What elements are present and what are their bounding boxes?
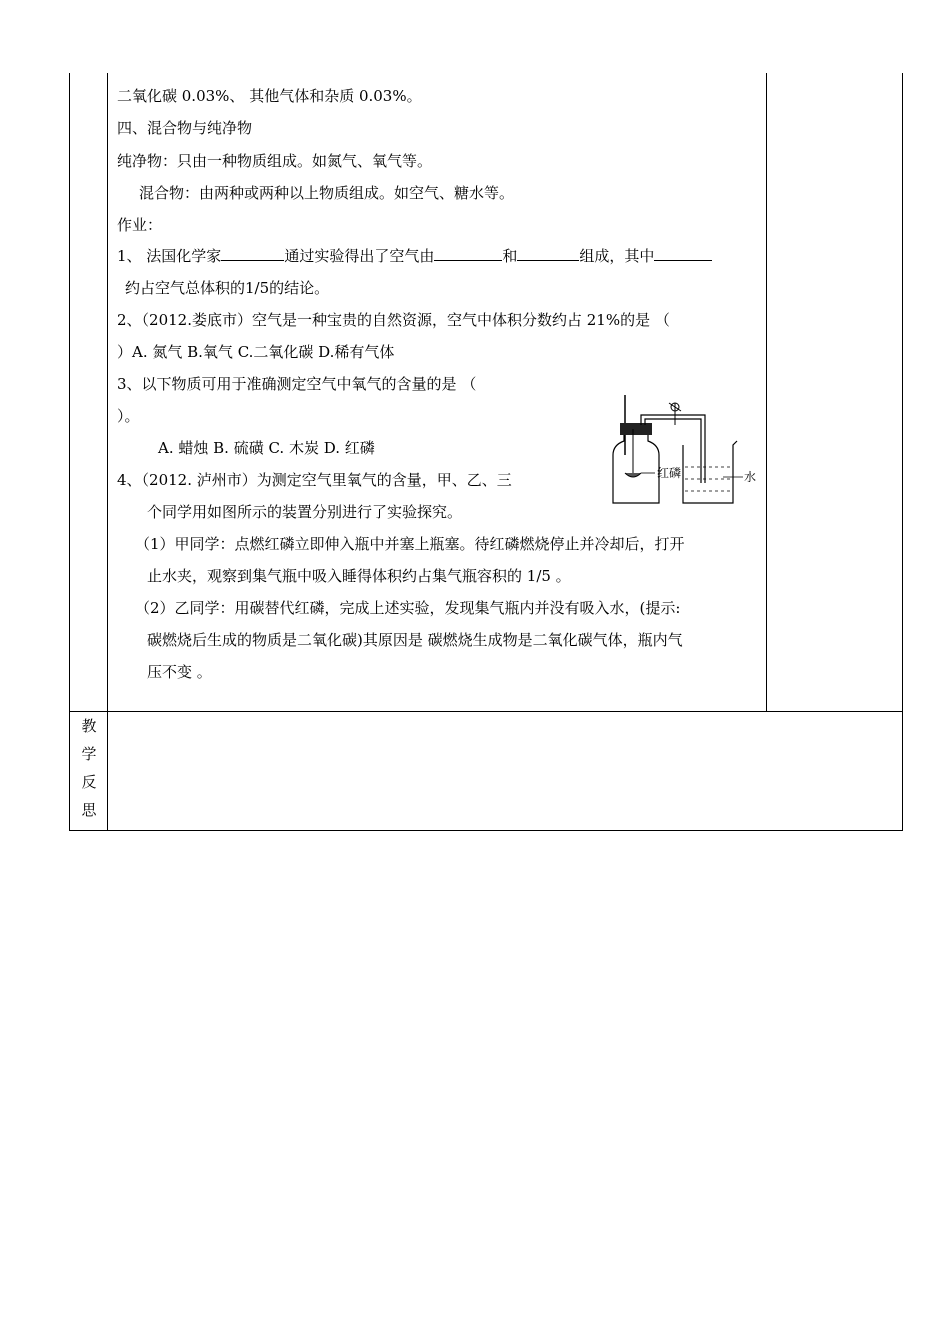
table-right-border bbox=[902, 73, 903, 831]
question-1-line-1 bbox=[117, 246, 712, 266]
table-left-border bbox=[69, 73, 70, 831]
question-4-part-2-line-3: 压不变 。 bbox=[147, 663, 212, 681]
question-3-options: A. 蜡烛 B. 硫磺 C. 木炭 D. 红磷 bbox=[158, 439, 375, 457]
question-1-text-a: 1、 法国化学家 bbox=[117, 247, 222, 265]
reflection-char-4: 思 bbox=[81, 801, 97, 819]
question-4-part-1-line-2: 止水夹，观察到集气瓶中吸入睡得体积约占集气瓶容积的 1/5 。 bbox=[147, 567, 571, 585]
teaching-reflection-label bbox=[80, 712, 98, 824]
question-1-text-d: 组成，其中 bbox=[579, 247, 655, 265]
text-line-mixture: 混合物：由两种或两种以上物质组成。如空气、糖水等。 bbox=[139, 184, 515, 202]
text-line-composition: 二氧化碳 0.03%、 其他气体和杂质 0.03%。 bbox=[117, 87, 422, 105]
answer-blank-chemist bbox=[221, 246, 284, 261]
question-1-text-c: 和 bbox=[502, 247, 518, 265]
homework-heading: 作业： bbox=[117, 216, 163, 234]
answer-blank-component-2 bbox=[517, 246, 579, 261]
label-red-phosphorus: 红磷 bbox=[657, 466, 682, 480]
question-1-line-2: 约占空气总体积的1/5的结论。 bbox=[125, 279, 330, 297]
question-2-line-1: 2、（2012.娄底市）空气是一种宝贵的自然资源，空气中体积分数约占 21%的是 （ bbox=[117, 311, 670, 329]
question-4-line-2: 个同学用如图所示的装置分别进行了实验探究。 bbox=[147, 503, 463, 521]
question-3-line-2: ）。 bbox=[117, 407, 140, 425]
reflection-char-2: 学 bbox=[81, 745, 97, 763]
question-4-line-1: 4、（2012. 泸州市）为测定空气里氧气的含量，甲、乙、三 bbox=[117, 471, 512, 489]
question-4-part-1-line-1: （1）甲同学：点燃红磷立即伸入瓶中并塞上瓶塞。待红磷燃烧停止并冷却后，打开 bbox=[135, 535, 685, 553]
question-3-line-1: 3、以下物质可用于准确测定空气中氧气的含量的是 （ bbox=[117, 375, 477, 393]
text-line-pure-substance: 纯净物：只由一种物质组成。如氮气、氧气等。 bbox=[117, 152, 433, 170]
table-divider-right bbox=[766, 73, 767, 712]
question-4-part-2-line-1: （2）乙同学：用碳替代红磷，完成上述实验，发现集气瓶内并没有吸入水，(提示: bbox=[135, 599, 681, 617]
question-1-text-b: 通过实验得出了空气由 bbox=[284, 247, 435, 265]
answer-blank-gas bbox=[654, 246, 712, 261]
question-2-options: ）A. 氮气 B.氧气 C.二氧化碳 D.稀有气体 bbox=[117, 343, 395, 361]
reflection-char-3: 反 bbox=[81, 773, 97, 791]
oxygen-measurement-apparatus-diagram bbox=[605, 395, 765, 510]
answer-blank-component-1 bbox=[434, 246, 502, 261]
table-row-divider bbox=[69, 711, 903, 712]
section-heading: 四、混合物与纯净物 bbox=[117, 119, 253, 137]
table-divider-left bbox=[107, 73, 108, 831]
question-4-part-2-line-2: 碳燃烧后生成的物质是二氧化碳)其原因是 碳燃烧生成物是二氧化碳气体，瓶内气 bbox=[147, 631, 683, 649]
table-bottom-border bbox=[69, 830, 903, 831]
reflection-char-1: 教 bbox=[81, 717, 97, 735]
label-water: 水 bbox=[744, 470, 757, 484]
